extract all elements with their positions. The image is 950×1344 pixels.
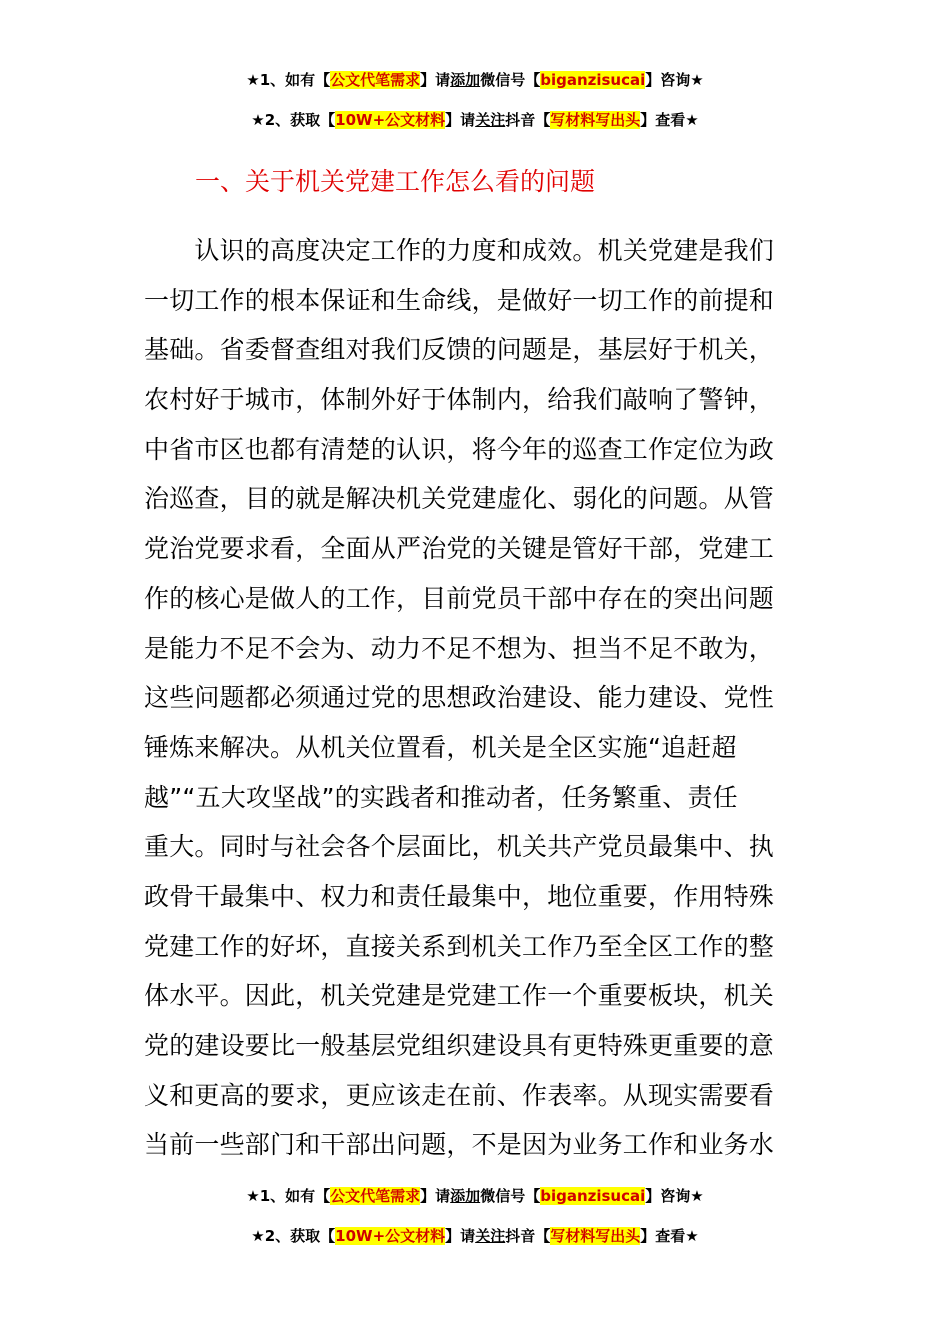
body-line: 越”“五大攻坚战”的实践者和推动者，任务繁重、责任 xyxy=(144,782,738,812)
star-icon: ★ xyxy=(685,111,699,129)
star-icon: ★ xyxy=(685,1227,699,1245)
star-icon: ★ xyxy=(246,71,260,89)
highlight-materials: 10W+公文材料 xyxy=(335,111,446,129)
footer-banner xyxy=(0,1176,950,1256)
body-line: 党治党要求看，全面从严治党的关键是管好干部，党建工 xyxy=(144,534,775,564)
highlight-douyin-id: 写材料写出头 xyxy=(550,1227,641,1245)
body-line: 体水平。因此，机关党建是党建工作一个重要板块，机关 xyxy=(144,981,775,1011)
body-line: 重大。同时与社会各个层面比，机关共产党员最集中、执 xyxy=(144,832,775,862)
star-icon: ★ xyxy=(251,1227,265,1245)
highlight-douyin-id: 写材料写出头 xyxy=(550,111,641,129)
star-icon: ★ xyxy=(690,71,704,89)
body-line: 党的建设要比一般基层党组织建设具有更特殊更重要的意 xyxy=(144,1031,775,1060)
highlight-wechat-id: biganzisucai xyxy=(540,1187,646,1205)
body-line: 治巡查，目的就是解决机关党建虚化、弱化的问题。从管 xyxy=(144,484,775,514)
body-line: 认识的高度决定工作的力度和成效。机关党建是我们 xyxy=(144,236,775,265)
body-line: 农村好于城市，体制外好于体制内，给我们敲响了警钟， xyxy=(144,385,775,415)
section-heading: 一、关于机关党建工作怎么看的问题 xyxy=(195,167,596,196)
body-line: 锤炼来解决。从机关位置看，机关是全区实施“追赶超 xyxy=(144,732,737,762)
body-line: 这些问题都必须通过党的思想政治建设、能力建设、党性 xyxy=(144,683,775,713)
body-line: 义和更高的要求，更应该走在前、作表率。从现实需要看 xyxy=(144,1080,775,1110)
highlight-wechat-id: biganzisucai xyxy=(540,71,646,89)
body-line: 一切工作的根本保证和生命线，是做好一切工作的前提和 xyxy=(144,285,775,315)
highlight-service: 公文代笔需求 xyxy=(330,71,421,89)
banner-line-1: ★1、如有【公文代笔需求】请添加微信号【biganzisucai】咨询★ xyxy=(246,71,704,89)
body-line: 基础。省委督查组对我们反馈的问题是，基层好于机关， xyxy=(144,335,775,365)
star-icon: ★ xyxy=(251,111,265,129)
body-paragraph xyxy=(144,226,806,1170)
star-icon: ★ xyxy=(246,1187,260,1205)
highlight-service: 公文代笔需求 xyxy=(330,1187,421,1205)
header-banner xyxy=(0,60,950,140)
body-line: 中省市区也都有清楚的认识，将今年的巡查工作定位为政 xyxy=(144,434,775,464)
star-icon: ★ xyxy=(690,1187,704,1205)
body-line: 是能力不足不会为、动力不足不想为、担当不足不敢为， xyxy=(144,633,775,663)
body-line: 作的核心是做人的工作，目前党员干部中存在的突出问题 xyxy=(144,583,775,613)
banner-line-2: ★2、获取【10W+公文材料】请关注抖音【写材料写出头】查看★ xyxy=(251,1227,699,1245)
body-line: 当前一些部门和干部出问题，不是因为业务工作和业务水 xyxy=(144,1130,775,1160)
body-line: 党建工作的好坏，直接关系到机关工作乃至全区工作的整 xyxy=(144,931,775,961)
highlight-materials: 10W+公文材料 xyxy=(335,1227,446,1245)
banner-line-2: ★2、获取【10W+公文材料】请关注抖音【写材料写出头】查看★ xyxy=(251,111,699,129)
banner-line-1: ★1、如有【公文代笔需求】请添加微信号【biganzisucai】咨询★ xyxy=(246,1187,704,1205)
body-line: 政骨干最集中、权力和责任最集中，地位重要，作用特殊 xyxy=(144,881,775,911)
